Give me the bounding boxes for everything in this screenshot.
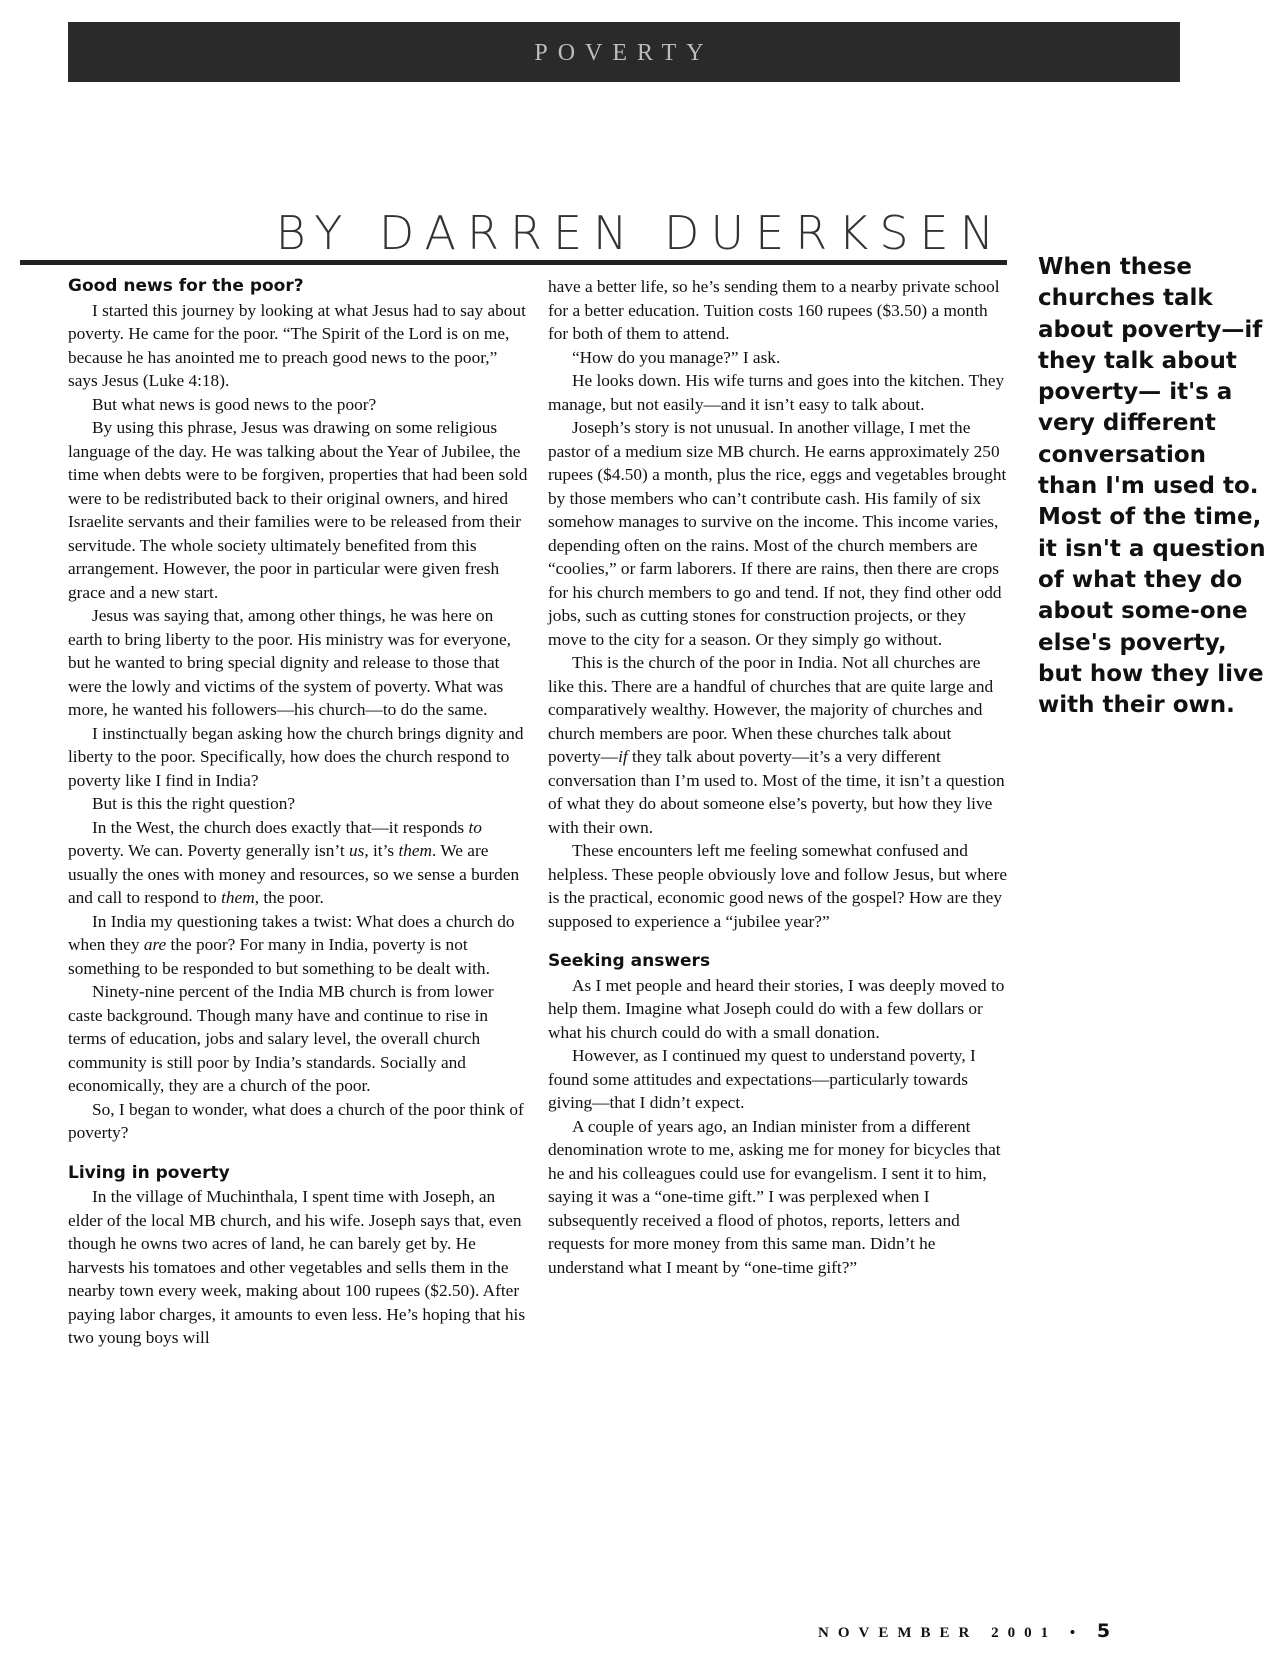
article-column-1 bbox=[68, 275, 528, 1350]
paragraph: A couple of years ago, an Indian minister from a different denomination wrote to me, asking me for money for bicycles that he and his colleagues could use for evangelism. I sent it to him, saying it was a “one-time gift.” I was perplexed when I subsequently received a flood of photos, reports, letters and requests for more money from this same man. Didn’t he understand what I meant by “one-time gift?” bbox=[548, 1116, 1001, 1277]
emphasis: if bbox=[618, 747, 628, 766]
bullet-separator: • bbox=[1069, 1625, 1085, 1641]
paragraph: So, I began to wonder, what does a church of the poor think of poverty? bbox=[68, 1099, 524, 1142]
header-rule bbox=[20, 260, 1007, 265]
paragraph: “How do you manage?” I ask. bbox=[572, 347, 781, 367]
pull-quote: When these churches talk about poverty—if they talk about poverty— it's a very different conversation than I'm used to. Most of the time, it isn't a question of what they do about some-one else's poverty, but how they live with their own. bbox=[1038, 254, 1266, 719]
emphasis: them bbox=[221, 888, 255, 907]
paragraph: As I met people and heard their stories, I was deeply moved to help them. Imagine what Joseph could do with a few dollars or what his church could do with a small donation. bbox=[548, 975, 1005, 1042]
subheading: Living in poverty bbox=[68, 1162, 230, 1183]
paragraph: But is this the right question? bbox=[92, 794, 296, 813]
page-number: 5 bbox=[1096, 1620, 1111, 1642]
section-title: POVERTY bbox=[534, 40, 714, 66]
emphasis: to bbox=[468, 817, 482, 837]
paragraph: Ninety-nine percent of the India MB church is from lower caste background. Though many have and continue to rise in terms of education, jobs and salary level, the overall church community is still poor by India’s standards. Socially and economically, they are a church of the poor. bbox=[68, 982, 494, 1095]
paragraph: Joseph’s story is not unusual. In another village, I met the pastor of a medium size MB church. He earns approximately 250 rupees ($4.50) a month, plus the rice, eggs and vegetables brought by those members who can’t contribute cash. His family of six somehow manages to survive on the income. This income varies, depending often on the rains. Most of the church members are “coolies,” or farm laborers. If there are rains, then there are crops for his church members to go and tend. If not, they find other odd jobs, such as cutting stones for construction projects, or they move to the city for a season. Or they simply go without. bbox=[548, 418, 1007, 649]
emphasis: them bbox=[398, 841, 433, 860]
paragraph: These encounters left me feeling somewhat confused and helpless. These people obviously love and follow Jesus, but where is the practical, economic good news of the gospel? How are they supposed to experience a “jubilee year?” bbox=[548, 841, 1007, 931]
paragraph: He looks down. His wife turns and goes into the kitchen. They manage, but not easily—and it isn’t easy to talk about. bbox=[548, 371, 1005, 414]
paragraph: By using this phrase, Jesus was drawing on some religious language of the day. He was talking about the Year of Jubilee, the time when debts were to be forgiven, properties that had been sold were to be redistributed back to their original owners, and hired Israelite servants and their families were to be released from their servitude. The whole society ultimately benefited from this arrangement. However, the poor in particular were given fresh grace and a new start. bbox=[68, 418, 528, 602]
paragraph: But what news is good news to the poor? bbox=[92, 394, 377, 414]
paragraph: In the village of Muchinthala, I spent time with Joseph, an elder of the local MB church, and his wife. Joseph says that, even though he owns two acres of land, he can barely get by. He harvests his tomatoes and other vegetables and sells them in the nearby town every week, making about 100 rupees ($2.50). After paying labor charges, it amounts to even less. He’s hoping that his two young boys will bbox=[68, 1187, 526, 1347]
paragraph: However, as I continued my quest to understand poverty, I found some attitudes and expectations—particularly towards giving—that I didn’t expect. bbox=[548, 1046, 976, 1112]
author-byline: BY DARREN DUERKSEN bbox=[275, 206, 1005, 260]
paragraph: I started this journey by looking at what Jesus had to say about poverty. He came for the poor. “The Spirit of the Lord is on me, because he has anointed me to preach good news to the poor,” says Jesus (Luke 4:18). bbox=[68, 300, 526, 390]
paragraph: I instinctually began asking how the church brings dignity and liberty to the poor. Specifically, how does the church respond to poverty like I find in India? bbox=[68, 723, 524, 790]
subheading: Good news for the poor? bbox=[68, 276, 304, 296]
section-header-bar bbox=[68, 22, 1180, 82]
emphasis: are bbox=[143, 935, 167, 954]
page-footer bbox=[818, 1620, 1110, 1642]
emphasis: us bbox=[348, 841, 365, 860]
paragraph: Jesus was saying that, among other things, he was here on earth to bring liberty to the poor. His ministry was for everyone, but he wanted to bring special dignity and release to those that were the lowly and victims of the system of poverty. What was more, he wanted his followers—his church—to do the same. bbox=[68, 606, 511, 719]
paragraph: In India my questioning takes a twist: What does a church do when they are the poor? For many in India, poverty is not something to be responded to but something to be dealt with. bbox=[68, 911, 515, 978]
paragraph: In the West, the church does exactly that—it responds to poverty. We can. Poverty generally isn’t us, it’s them. We are usually the ones with money and resources, so we sense a burden and call to respond to them, the poor. bbox=[68, 817, 520, 907]
paragraph: This is the church of the poor in India. Not all churches are like this. There are a handful of churches that are quite large and comparatively wealthy. However, the majority of churches and church members are poor. When these churches talk about poverty—if they talk about poverty—it’s a very different conversation than I’m used to. Most of the time, it isn’t a question of what they do about someone else’s poverty, but how they live with their own. bbox=[548, 653, 1005, 837]
article-column-2 bbox=[548, 275, 1008, 1279]
issue-date: NOVEMBER 2001 bbox=[818, 1625, 1058, 1641]
subheading: Seeking answers bbox=[548, 951, 711, 971]
paragraph: have a better life, so he’s sending them to a nearby private school for a better education. Tuition costs 160 rupees ($3.50) a month for both of them to attend. bbox=[548, 277, 1000, 343]
